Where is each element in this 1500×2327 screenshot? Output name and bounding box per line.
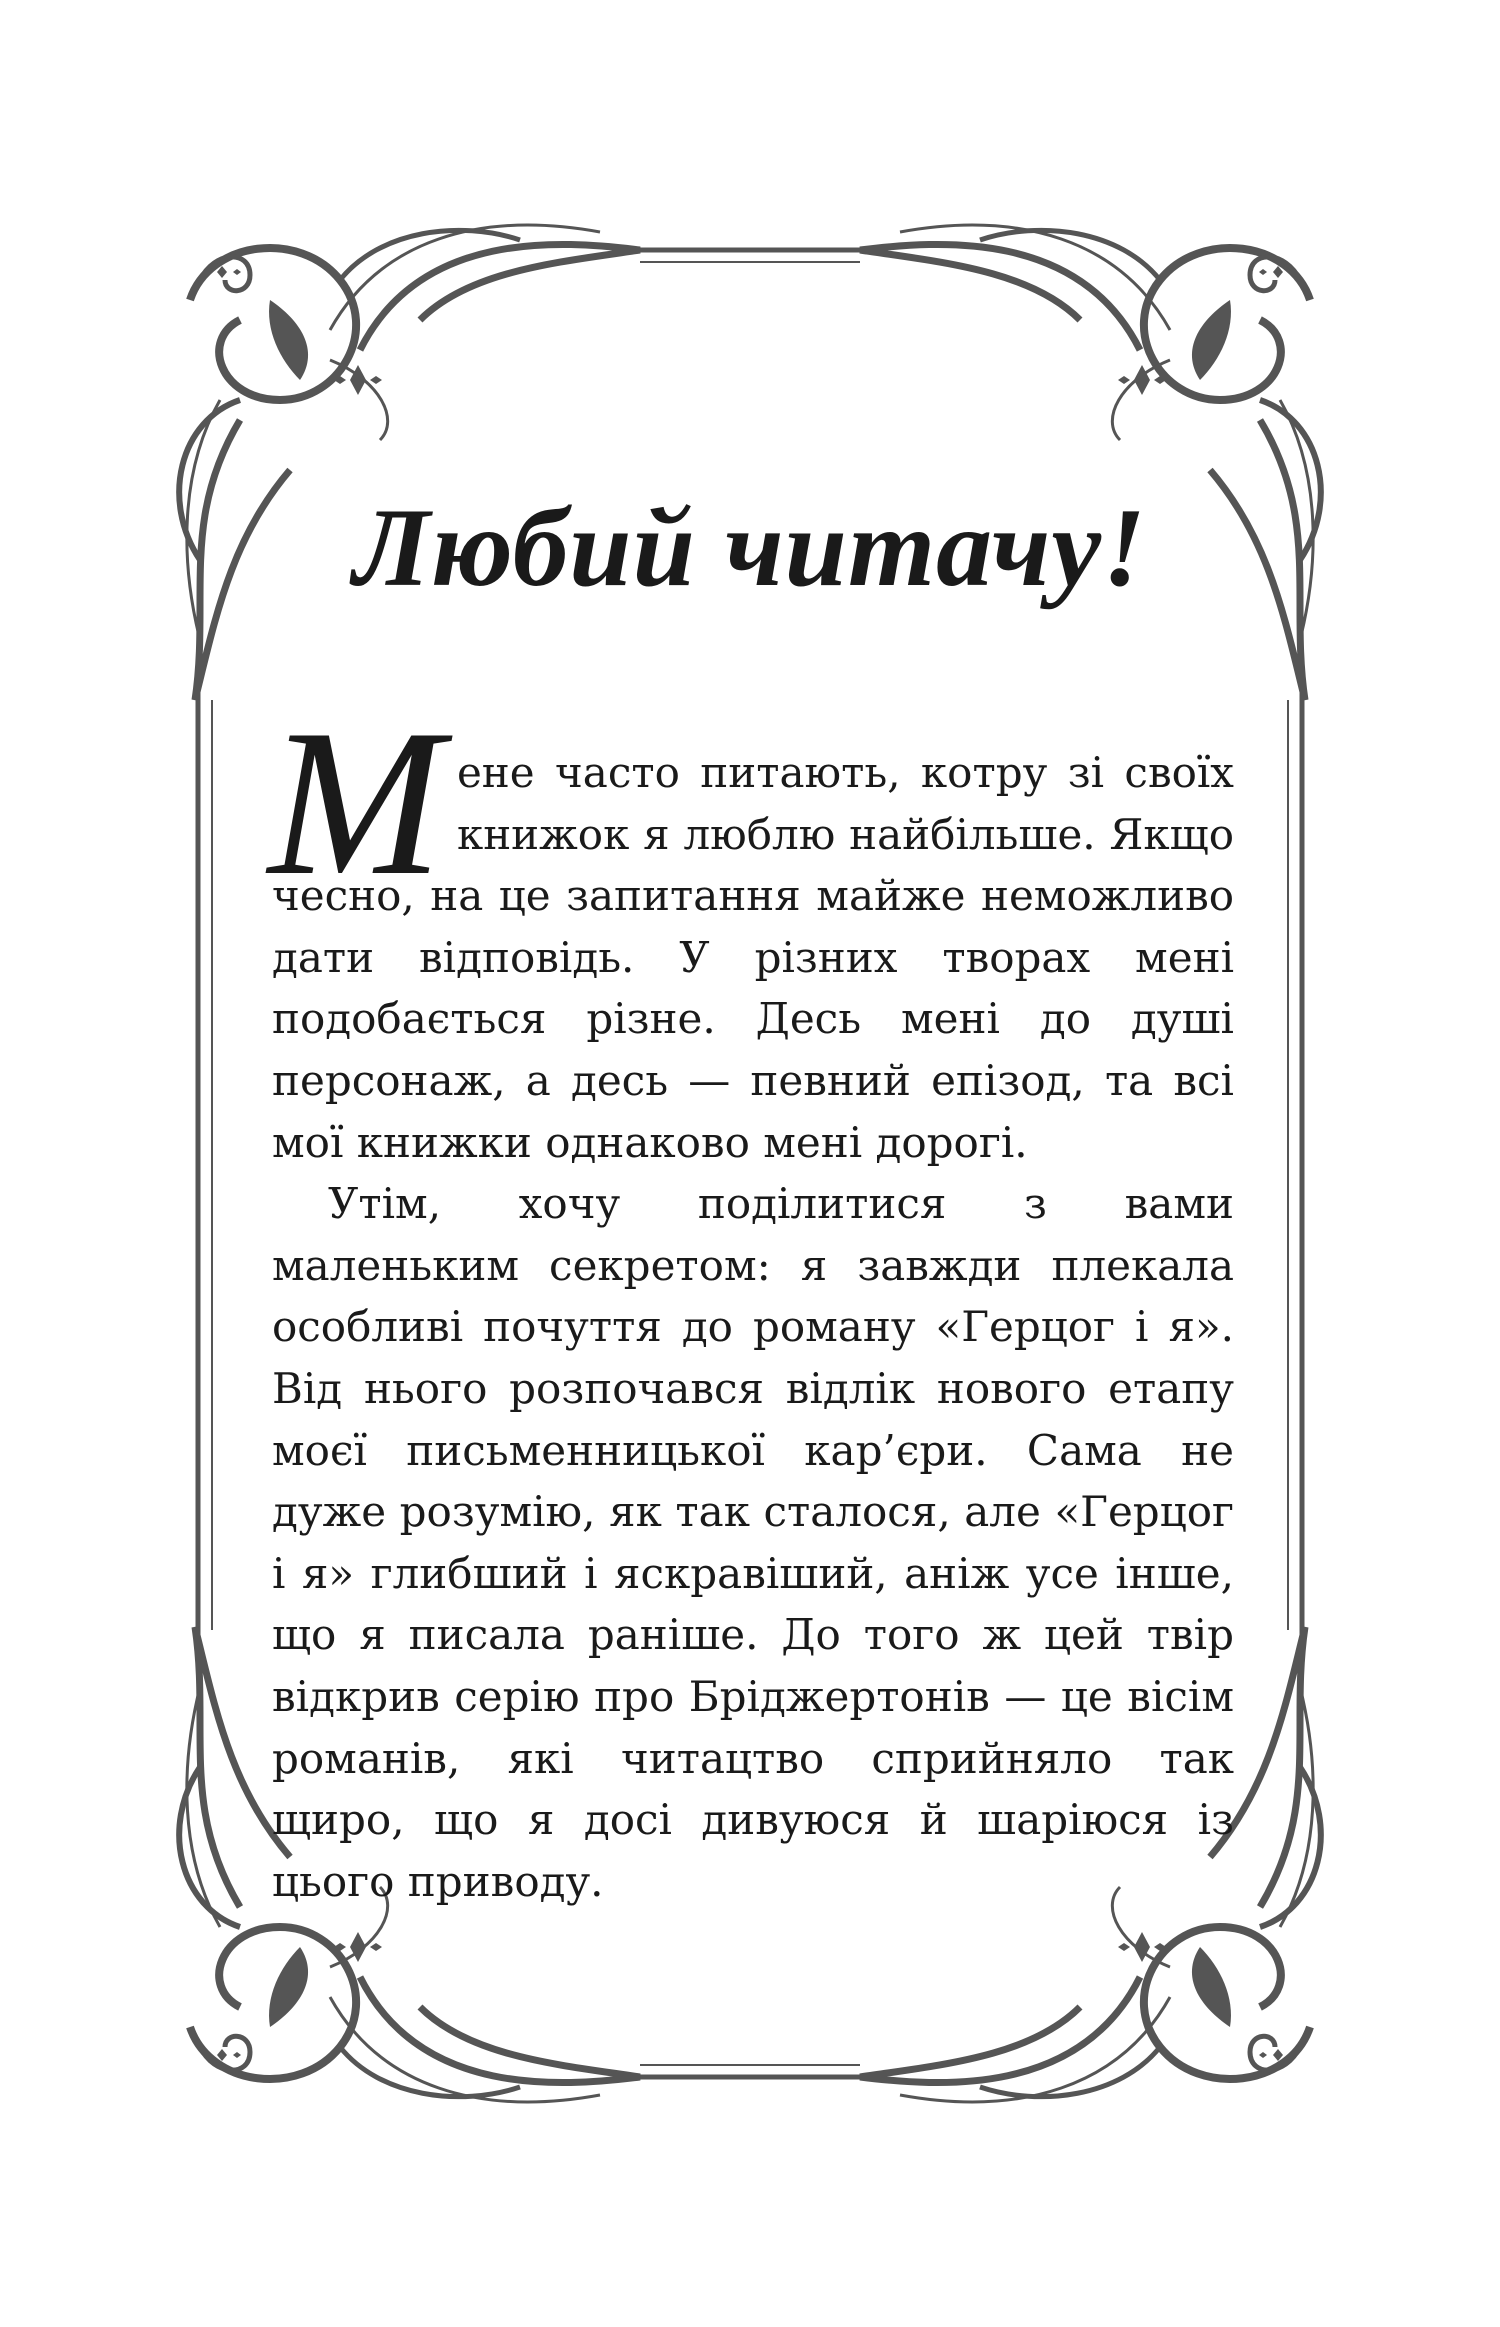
flourish-corner-ornament-top-left: [179, 225, 640, 700]
drop-cap: М: [268, 687, 443, 919]
paragraph-2: Утім, хочу поділитися з вами маленьким секретом: я завжди плекала особливі почуття до роману «Герцог і я». Від нього розпочався відлік нового етапу моєї письменницької кар’єри. Сама не дуже розумію, як так сталося, але «Герцог і я» глибший і яскравіший, аніж усе інше, що я писала раніше. До того ж цей твір відкрив серію про Бріджертонів — це вісім романів, які читацтво сприйняло так щиро, що я досі дивуюся й шаріюся із цього приводу.: [272, 1179, 1234, 1906]
paragraph-1: [268, 687, 1234, 1173]
letter-body: [268, 687, 1234, 1912]
page-title: Любий читачу!: [353, 486, 1147, 610]
flourish-corner-ornament-top-right: [860, 225, 1321, 700]
paragraph-1-text: ене часто питають, котру зі своїх книжок я люблю найбільше. Якщо чесно, на це запитання майже неможливо дати відповідь. У різних творах мені подобається різне. Десь мені до душі персонаж, а десь — певний епізод, та всі мої книжки однаково мені дорогі.: [272, 748, 1234, 1167]
